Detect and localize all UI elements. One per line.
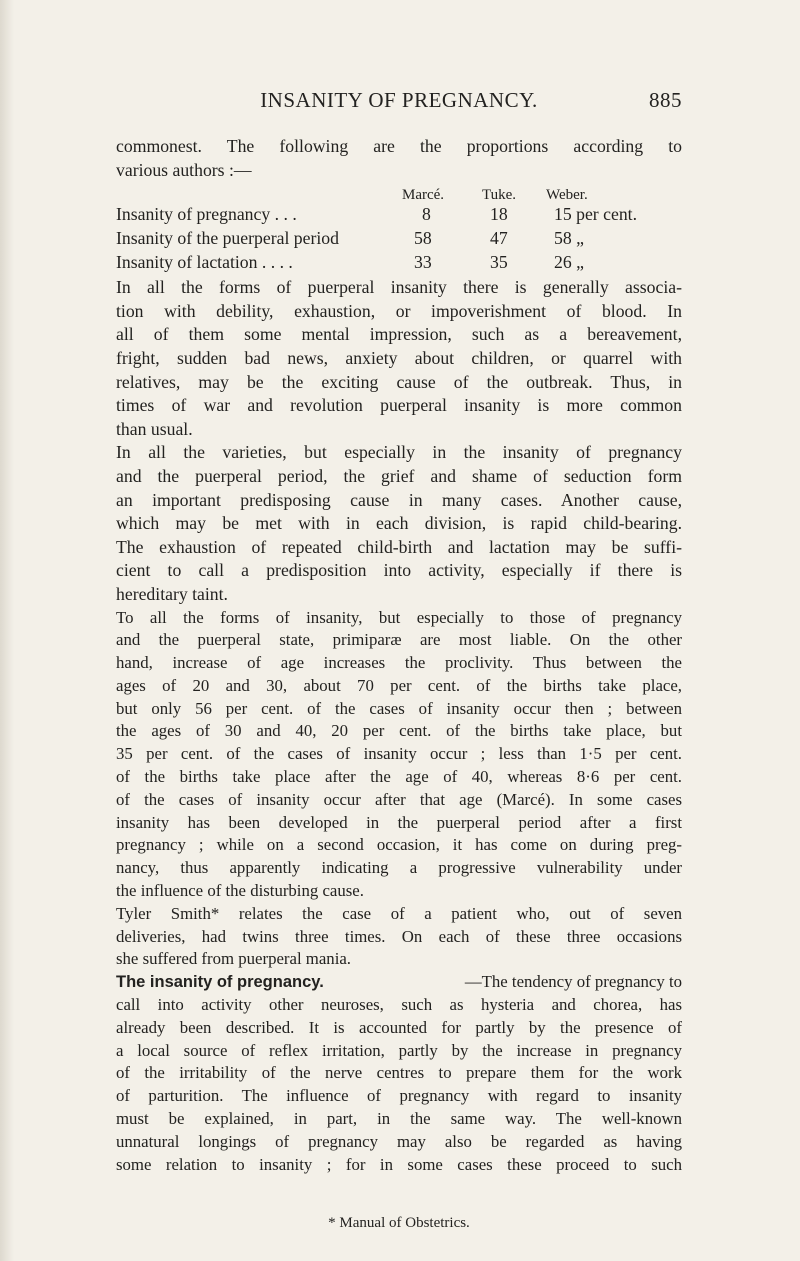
running-head [116,88,682,116]
table-cell-weber: 15 per cent. [554,204,637,225]
text-line: relatives, may be the exciting cause of the outbreak. Thus, in [116,371,682,392]
text-line: than usual. [116,418,193,439]
text-line: To all the forms of insanity, but especially to those of pregnancy [116,607,682,627]
section-insanity-of-pregnancy [116,971,682,1176]
table-cell-marce: 8 [422,204,431,225]
text-line: an important predisposing cause in many cases. Another cause, [116,489,682,510]
text-line: In all the varieties, but especially in the insanity of pregnancy [116,442,682,463]
body-text [116,135,682,1176]
table-header-marce: Marcé. [402,187,445,204]
text-line: which may be met with in each division, is rapid child-bearing. [116,513,682,534]
table-cell-marce: 58 [414,228,432,249]
table-cell-tuke: 47 [490,228,508,249]
table-cell-tuke: 35 [490,252,508,273]
text-line: but only 56 per cent. of the cases of insanity occur then ; between [116,698,682,718]
table-header-tuke: Tuke. [482,187,517,204]
text-line: of parturition. The influence of pregnancy with regard to insanity [116,1086,682,1106]
text-line: The exhaustion of repeated child-birth and lactation may be suffi- [116,536,682,557]
page-number: 885 [649,88,682,112]
section-first-line-rest: —The tendency of pregnancy to [464,972,682,992]
table-cell-weber: 58 „ [554,228,584,249]
text-line: must be explained, in part, in the same way. The well-known [116,1109,682,1129]
text-line: ages of 20 and 30, about 70 per cent. of the births take place, [116,675,682,695]
table-header-weber: Weber. [546,187,588,204]
table-row-label: Insanity of the puerperal period [116,228,339,249]
table-cell-marce: 33 [414,252,432,273]
text-line: commonest. The following are the proportions according to [116,136,682,156]
table-row-label: Insanity of pregnancy . . . [116,204,297,225]
text-line: the influence of the disturbing cause. [116,881,364,901]
text-line: and the puerperal period, the grief and shame of seduction form [116,465,682,486]
section-first-line [116,971,682,994]
text-line: deliveries, had twins three times. On each of these three occasions [116,926,682,946]
text-line: she suffered from puerperal mania. [116,949,351,969]
text-line: various authors :— [116,159,252,180]
text-line: insanity has been developed in the puerperal period after a first [116,812,682,832]
text-line: of the irritability of the nerve centres to prepare them for the work [116,1063,682,1083]
text-line: of the births take place after the age of 40, whereas 8·6 per cent. [116,767,682,787]
text-line: nancy, thus apparently indicating a progressive vulnerability under [116,858,682,878]
text-line: the ages of 30 and 40, 20 per cent. of the births take place, but [116,721,682,741]
running-title: INSANITY OF PREGNANCY. [260,88,538,112]
text-line: cient to call a predisposition into activity, especially if there is [116,560,682,581]
table-row-label: Insanity of lactation . . . . [116,252,293,273]
table-cell-weber: 26 „ [554,252,584,273]
paragraph [116,607,682,903]
text-line: pregnancy ; while on a second occasion, it has come on during preg- [116,835,682,855]
paragraph [116,441,682,606]
section-heading: The insanity of pregnancy. [116,973,324,992]
text-line: some relation to insanity ; for in some cases these proceed to such [116,1154,682,1174]
text-line: 35 per cent. of the cases of insanity occur ; less than 1·5 per cent. [116,744,682,764]
text-line: and the puerperal state, primiparæ are most liable. On the other [116,630,682,650]
text-line: all of them some mental impression, such as a bereavement, [116,324,682,345]
text-line: Tyler Smith* relates the case of a patient who, out of seven [116,903,682,923]
footnote: * Manual of Obstetrics. [328,1215,470,1231]
text-line: of the cases of insanity occur after that age (Marcé). In some cases [116,789,682,809]
text-line: times of war and revolution puerperal insanity is more common [116,395,682,416]
table-cell-tuke: 18 [490,204,508,225]
text-line: hand, increase of age increases the proclivity. Thus between the [116,653,682,673]
text-line: hereditary taint. [116,583,228,604]
proportions-table [116,182,682,276]
text-line: already been described. It is accounted for partly by the presence of [116,1017,682,1037]
text-line: In all the forms of puerperal insanity there is generally associa- [116,277,682,298]
text-line: tion with debility, exhaustion, or impoverishment of blood. In [116,300,682,321]
paragraph [116,276,682,441]
page-edge-shadow [0,0,14,1261]
text-line: unnatural longings of pregnancy may also be regarded as having [116,1131,682,1151]
paragraph [116,903,682,971]
text-line: call into activity other neuroses, such as hysteria and chorea, has [116,995,682,1015]
text-line: fright, sudden bad news, anxiety about children, or quarrel with [116,347,682,368]
text-line: a local source of reflex irritation, partly by the increase in pregnancy [116,1040,682,1060]
